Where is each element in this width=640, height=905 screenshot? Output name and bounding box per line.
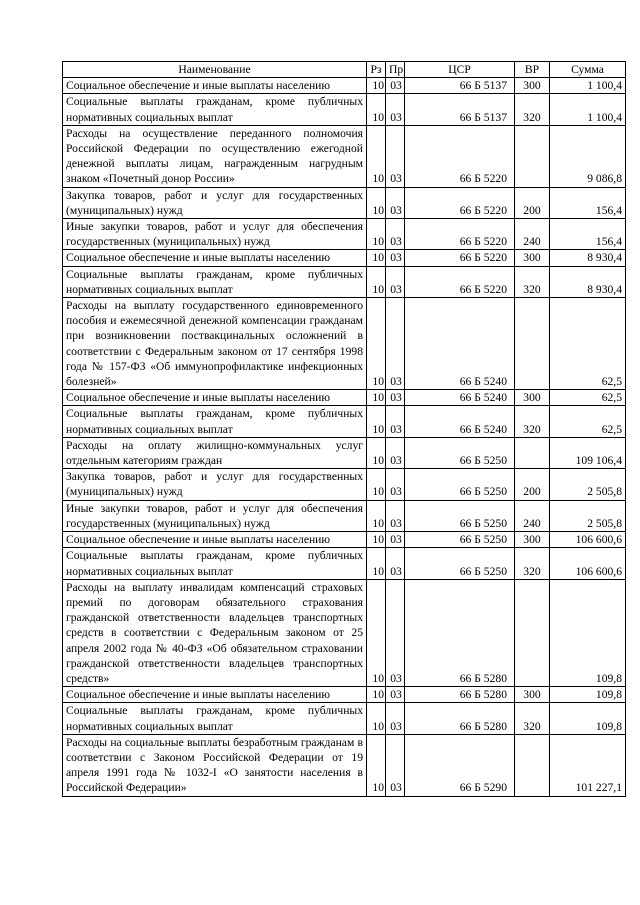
row-vr: 320 (515, 94, 550, 125)
row-rz: 10 (367, 548, 386, 579)
table-row (63, 703, 626, 734)
row-sum: 101 227,1 (550, 734, 626, 796)
row-vr: 200 (515, 187, 550, 218)
row-sum: 106 600,6 (550, 532, 626, 548)
row-pr: 03 (386, 532, 405, 548)
row-rz: 10 (367, 298, 386, 390)
row-name: Расходы на социальные выплаты безработным гражданам в соответствии с Законом Российской Федерации от 19 апреля 1991 года № 1032-I «О занятости населения в Российской Федерации» (63, 734, 367, 796)
row-name: Социальные выплаты гражданам, кроме публичных нормативных социальных выплат (63, 548, 367, 579)
row-csr: 66 Б 5137 (405, 94, 515, 125)
row-csr: 66 Б 5220 (405, 219, 515, 250)
row-pr: 03 (386, 390, 405, 406)
row-sum: 156,4 (550, 219, 626, 250)
table-row (63, 298, 626, 390)
table-row (63, 125, 626, 187)
row-name: Социальное обеспечение и иные выплаты населению (63, 78, 367, 94)
row-rz: 10 (367, 219, 386, 250)
row-pr: 03 (386, 469, 405, 500)
row-pr: 03 (386, 406, 405, 437)
row-vr (515, 298, 550, 390)
header-vr: ВР (515, 62, 550, 78)
table-row (63, 548, 626, 579)
row-name: Социальное обеспечение и иные выплаты населению (63, 532, 367, 548)
row-rz: 10 (367, 579, 386, 686)
row-pr: 03 (386, 250, 405, 266)
row-rz: 10 (367, 406, 386, 437)
row-vr: 320 (515, 548, 550, 579)
row-name: Иные закупки товаров, работ и услуг для обеспечения государственных (муниципальных) нужд (63, 500, 367, 531)
table-row (63, 390, 626, 406)
header-csr: ЦСР (405, 62, 515, 78)
row-name: Социальное обеспечение и иные выплаты населению (63, 390, 367, 406)
header-name: Наименование (63, 62, 367, 78)
row-vr (515, 579, 550, 686)
table-row (63, 250, 626, 266)
row-csr: 66 Б 5220 (405, 125, 515, 187)
row-name: Социальные выплаты гражданам, кроме публичных нормативных социальных выплат (63, 406, 367, 437)
row-vr (515, 125, 550, 187)
row-sum: 62,5 (550, 298, 626, 390)
row-rz: 10 (367, 687, 386, 703)
row-csr: 66 Б 5250 (405, 532, 515, 548)
row-csr: 66 Б 5250 (405, 437, 515, 468)
row-pr: 03 (386, 78, 405, 94)
row-pr: 03 (386, 734, 405, 796)
row-sum: 109,8 (550, 687, 626, 703)
row-sum: 156,4 (550, 187, 626, 218)
table-row (63, 406, 626, 437)
table-row (63, 78, 626, 94)
table-header-row (63, 62, 626, 78)
row-csr: 66 Б 5280 (405, 703, 515, 734)
row-pr: 03 (386, 187, 405, 218)
row-sum: 106 600,6 (550, 548, 626, 579)
table-row (63, 687, 626, 703)
row-rz: 10 (367, 437, 386, 468)
row-rz: 10 (367, 532, 386, 548)
row-sum: 109 106,4 (550, 437, 626, 468)
row-csr: 66 Б 5290 (405, 734, 515, 796)
row-sum: 2 505,8 (550, 469, 626, 500)
row-name: Социальное обеспечение и иные выплаты населению (63, 250, 367, 266)
table-row (63, 219, 626, 250)
row-name: Социальные выплаты гражданам, кроме публичных нормативных социальных выплат (63, 94, 367, 125)
row-vr: 300 (515, 390, 550, 406)
row-vr: 240 (515, 219, 550, 250)
row-name: Расходы на выплату инвалидам компенсаций страховых премий по договорам обязательного страхования гражданской ответственности владельцев транспортных средств в соответствии с Федеральным законом от 25 апреля 2002 года № 40-ФЗ «Об обязательном страховании гражданской ответственности владельцев транспортных средств» (63, 579, 367, 686)
row-name: Иные закупки товаров, работ и услуг для обеспечения государственных (муниципальных) нужд (63, 219, 367, 250)
row-csr: 66 Б 5250 (405, 500, 515, 531)
row-rz: 10 (367, 703, 386, 734)
row-sum: 1 100,4 (550, 94, 626, 125)
row-pr: 03 (386, 298, 405, 390)
row-sum: 9 086,8 (550, 125, 626, 187)
row-rz: 10 (367, 125, 386, 187)
row-vr: 320 (515, 406, 550, 437)
row-rz: 10 (367, 250, 386, 266)
row-rz: 10 (367, 500, 386, 531)
row-csr: 66 Б 5220 (405, 266, 515, 297)
table-row (63, 734, 626, 796)
table-row (63, 532, 626, 548)
row-vr (515, 437, 550, 468)
table-row (63, 500, 626, 531)
budget-table (62, 61, 626, 797)
row-pr: 03 (386, 219, 405, 250)
row-sum: 109,8 (550, 703, 626, 734)
row-rz: 10 (367, 266, 386, 297)
row-vr: 240 (515, 500, 550, 531)
row-csr: 66 Б 5240 (405, 298, 515, 390)
row-name: Расходы на оплату жилищно-коммунальных услуг отдельным категориям граждан (63, 437, 367, 468)
table-row (63, 187, 626, 218)
table-row (63, 266, 626, 297)
row-sum: 2 505,8 (550, 500, 626, 531)
header-pr: Пр (386, 62, 405, 78)
row-csr: 66 Б 5280 (405, 687, 515, 703)
table-row (63, 437, 626, 468)
row-vr (515, 734, 550, 796)
row-sum: 62,5 (550, 406, 626, 437)
row-name: Расходы на осуществление переданного полномочия Российской Федерации по осуществлению ежегодной денежной выплаты лицам, награжденным нагрудным знаком «Почетный донор России» (63, 125, 367, 187)
row-rz: 10 (367, 187, 386, 218)
row-sum: 1 100,4 (550, 78, 626, 94)
header-sum: Сумма (550, 62, 626, 78)
row-rz: 10 (367, 94, 386, 125)
row-pr: 03 (386, 125, 405, 187)
row-sum: 109,8 (550, 579, 626, 686)
row-csr: 66 Б 5280 (405, 579, 515, 686)
row-pr: 03 (386, 703, 405, 734)
row-name: Расходы на выплату государственного единовременного пособия и ежемесячной денежной компенсации гражданам при возникновении поствакцинальных осложнений в соответствии с Федеральным законом от 17 сентября 1998 года № 157-ФЗ «Об иммунопрофилактике инфекционных болезней» (63, 298, 367, 390)
row-csr: 66 Б 5250 (405, 469, 515, 500)
header-rz: Рз (367, 62, 386, 78)
row-rz: 10 (367, 469, 386, 500)
row-sum: 8 930,4 (550, 266, 626, 297)
row-name: Социальное обеспечение и иные выплаты населению (63, 687, 367, 703)
row-rz: 10 (367, 734, 386, 796)
row-vr: 300 (515, 687, 550, 703)
row-pr: 03 (386, 266, 405, 297)
table-row (63, 469, 626, 500)
row-name: Социальные выплаты гражданам, кроме публичных нормативных социальных выплат (63, 266, 367, 297)
row-pr: 03 (386, 437, 405, 468)
row-sum: 62,5 (550, 390, 626, 406)
row-csr: 66 Б 5240 (405, 406, 515, 437)
row-pr: 03 (386, 687, 405, 703)
row-csr: 66 Б 5137 (405, 78, 515, 94)
table-row (63, 579, 626, 686)
row-pr: 03 (386, 579, 405, 686)
table-row (63, 94, 626, 125)
row-pr: 03 (386, 548, 405, 579)
row-vr: 300 (515, 250, 550, 266)
row-pr: 03 (386, 94, 405, 125)
row-csr: 66 Б 5220 (405, 187, 515, 218)
row-vr: 300 (515, 78, 550, 94)
row-csr: 66 Б 5250 (405, 548, 515, 579)
row-sum: 8 930,4 (550, 250, 626, 266)
row-name: Закупка товаров, работ и услуг для государственных (муниципальных) нужд (63, 469, 367, 500)
row-rz: 10 (367, 390, 386, 406)
row-vr: 200 (515, 469, 550, 500)
row-pr: 03 (386, 500, 405, 531)
row-vr: 320 (515, 266, 550, 297)
row-csr: 66 Б 5220 (405, 250, 515, 266)
row-vr: 320 (515, 703, 550, 734)
row-vr: 300 (515, 532, 550, 548)
row-rz: 10 (367, 78, 386, 94)
row-name: Социальные выплаты гражданам, кроме публичных нормативных социальных выплат (63, 703, 367, 734)
row-csr: 66 Б 5240 (405, 390, 515, 406)
row-name: Закупка товаров, работ и услуг для государственных (муниципальных) нужд (63, 187, 367, 218)
